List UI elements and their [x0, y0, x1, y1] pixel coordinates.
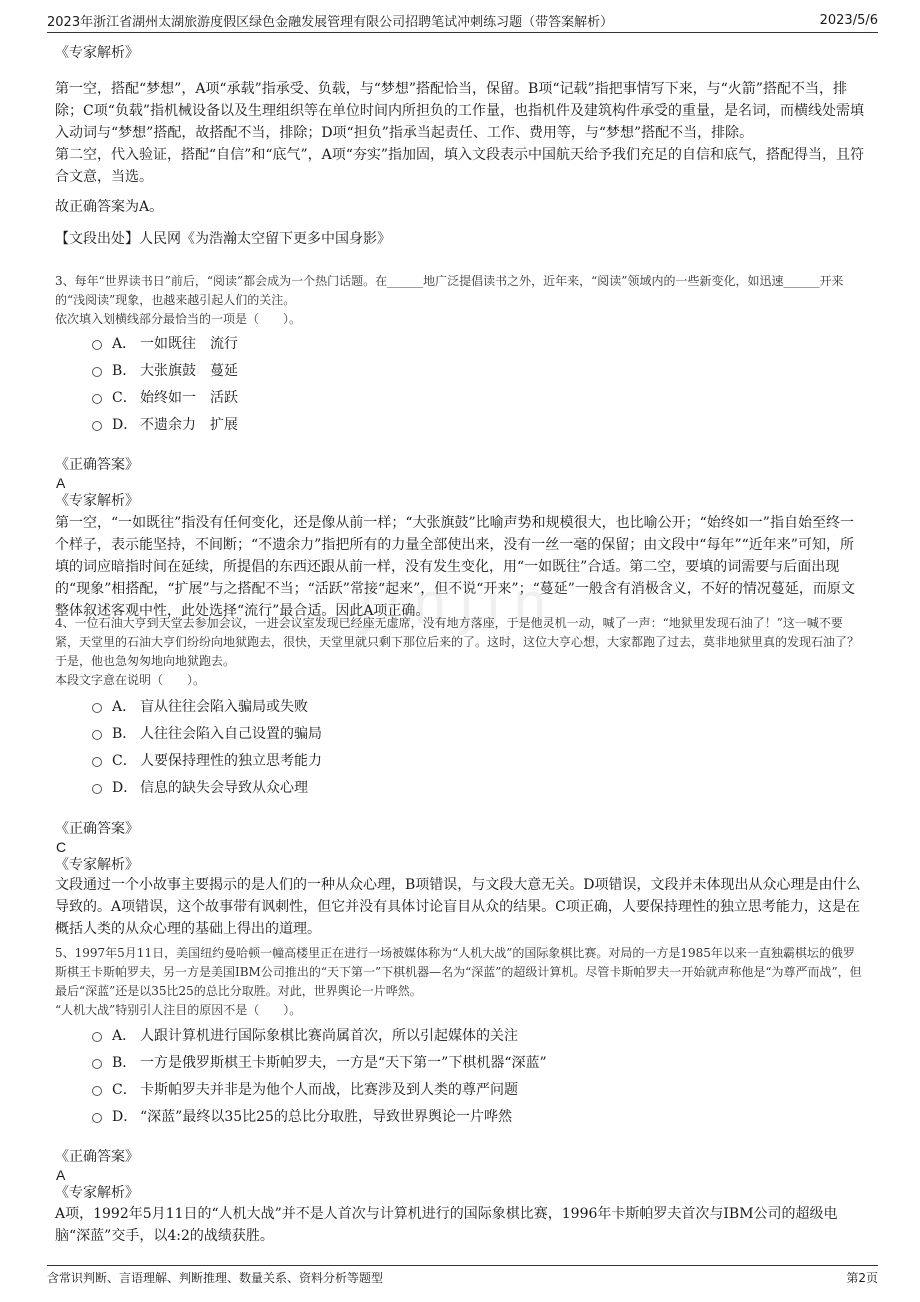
- analysis-tag: 《专家解析》: [55, 857, 139, 873]
- watermark: jinjin: [359, 571, 561, 636]
- question-4-answer: [55, 820, 865, 874]
- question-stem: 4、一位石油大亨到天堂去参加会议，一进会议室发现已经座无虚席，没有地方落座，于是他灵机一动，喊了一声：“地狱里发现石油了！”这一喊不要紧，天堂里的石油大亨们纷纷向地狱跑去，很快，天堂里就只剩下那位后来的了。这时，这位大亨心想，大家都跑了过去，莫非地狱里真的发现石油了？于是，他也急匆匆地向地狱跑去。: [55, 616, 860, 668]
- radio-icon[interactable]: [92, 421, 102, 431]
- radio-icon[interactable]: [92, 1113, 102, 1123]
- answer-value: A: [56, 475, 66, 491]
- q2-analysis: [55, 44, 865, 62]
- radio-icon[interactable]: [92, 1086, 102, 1096]
- radio-icon[interactable]: [92, 757, 102, 767]
- page-header: [47, 8, 878, 33]
- question-5: [55, 944, 865, 1020]
- option-b[interactable]: B． 人往往会陷入自己设置的骗局: [92, 719, 792, 746]
- radio-icon[interactable]: [92, 394, 102, 404]
- question-4-options: [92, 692, 792, 800]
- q2-analysis-para1: 第一空，搭配“梦想”，A项“承载”指承受、负载，与“梦想”搭配恰当，保留。B项“记载”指把事情写下来，与“火箭”搭配不当，排除；C项“负载”指机械设备以及生理组织等在单位时间内所担负的工作量，也指机件及建筑构件承受的重量，是名词，而横线处需填入动词与“梦想”搭配，故搭配不当，排除；D项“担负”指承当起责任、工作、费用等，与“梦想”搭配不当，排除。: [55, 81, 865, 141]
- radio-icon[interactable]: [92, 730, 102, 740]
- analysis-tag: 《专家解析》: [55, 493, 139, 509]
- analysis-tag: 《专家解析》: [55, 45, 139, 61]
- question-5-options: [92, 1021, 792, 1129]
- page-footer: [47, 1265, 878, 1288]
- question-prompt: “人机大战”特别引人注目的原因不是（ ）。: [55, 1003, 302, 1017]
- document-title: 2023年浙江省湖州太湖旅游度假区绿色金融发展管理有限公司招聘笔试冲刺练习题（带答案解析）: [47, 14, 614, 30]
- answer-value: C: [56, 839, 67, 855]
- question-5-answer: [55, 1148, 865, 1202]
- answer-tag: 《正确答案》: [55, 457, 139, 473]
- answer-tag: 《正确答案》: [55, 1149, 139, 1165]
- document-date: 2023/5/6: [819, 12, 878, 28]
- radio-icon[interactable]: [92, 1059, 102, 1069]
- question-5-analysis: A项，1992年5月11日的“人机大战”并不是人首次与计算机进行的国际象棋比赛，1996年卡斯帕罗夫首次与IBM公司的超级电脑“深蓝”交手，以4:2的战绩获胜。: [55, 1206, 838, 1244]
- question-4-analysis: 文段通过一个小故事主要揭示的是人们的一种从众心理，B项错误，与文段大意无关。D项错误，文段并未体现出从众心理是由什么导致的。A项错误，这个故事带有讽刺性，但它并没有具体讨论盲目从众的结果。C项正确，人要保持理性的独立思考能力，这是在概括人类的从众心理的基础上得出的道理。: [55, 877, 861, 937]
- question-4: [55, 614, 865, 690]
- option-a[interactable]: A． 人跟计算机进行国际象棋比赛尚属首次，所以引起媒体的关注: [92, 1021, 792, 1048]
- option-b[interactable]: B． 大张旗鼓 蔓延: [92, 356, 792, 383]
- analysis-tag: 《专家解析》: [55, 1185, 139, 1201]
- option-a[interactable]: A． 一如既往 流行: [92, 329, 792, 356]
- question-3: [55, 272, 865, 329]
- option-c[interactable]: C． 卡斯帕罗夫并非是为他个人而战，比赛涉及到人类的尊严问题: [92, 1075, 792, 1102]
- footer-note: 含常识判断、言语理解、判断推理、数量关系、资料分析等题型: [47, 1270, 384, 1285]
- option-b[interactable]: B． 一方是俄罗斯棋王卡斯帕罗夫，一方是“天下第一”下棋机器“深蓝”: [92, 1048, 792, 1075]
- answer-value: A: [56, 1167, 66, 1183]
- q2-conclusion: 故正确答案为A。: [55, 199, 164, 215]
- radio-icon[interactable]: [92, 367, 102, 377]
- radio-icon[interactable]: [92, 340, 102, 350]
- question-stem: 3、每年“世界读书日”前后，“阅读”都会成为一个热门话题。在______地广泛提倡读书之外，近年来，“阅读”领域内的一些新变化，如迅速______开来的“浅阅读”现象，也越来越引起人们的关注。: [55, 274, 844, 307]
- radio-icon[interactable]: [92, 703, 102, 713]
- answer-tag: 《正确答案》: [55, 821, 139, 837]
- option-d[interactable]: D． “深蓝”最终以35比25的总比分取胜，导致世界舆论一片哗然: [92, 1102, 792, 1129]
- option-c[interactable]: C． 人要保持理性的独立思考能力: [92, 746, 792, 773]
- question-3-analysis: 第一空，“一如既往”指没有任何变化，还是像从前一样；“大张旗鼓”比喻声势和规模很大，也比喻公开；“始终如一”指自始至终一个样子，表示能坚持，不间断；“不遗余力”指把所有的力量全部使出来，没有一丝一毫的保留；由文段中“每年”“近年来”可知，所填的词应暗指时间在延续，所提倡的东西还跟从前一样，没有发生变化，用“一如既往”合适。第二空，要填的词需要与后面出现的“现象”相搭配，“扩展”与之搭配不当；“活跃”常接“起来”，但不说“开来”；“蔓延”一般含有消极含义，不好的情况蔓延，而原文整体叙述客观中性，此处选择“流行”最合适。因此A项正确。: [55, 515, 855, 619]
- q2-analysis-para2: 第二空，代入验证，搭配“自信”和“底气”，A项“夯实”指加固，填入文段表示中国航天给予我们充足的自信和底气，搭配得当，且符合文意，当选。: [55, 147, 865, 185]
- question-prompt: 依次填入划横线部分最恰当的一项是（ ）。: [55, 312, 302, 326]
- option-d[interactable]: D． 不遗余力 扩展: [92, 410, 792, 437]
- page-number: 第2页: [846, 1270, 878, 1285]
- option-a[interactable]: A． 盲从往往会陷入骗局或失败: [92, 692, 792, 719]
- question-stem: 5、1997年5月11日，美国纽约曼哈顿一幢高楼里正在进行一场被媒体称为“人机大战”的国际象棋比赛。对局的一方是1985年以来一直独霸棋坛的俄罗斯棋王卡斯帕罗夫，另一方是美国IBM公司推出的“天下第一”下棋机器—名为“深蓝”的超级计算机。尽管卡斯帕罗夫一开始就声称他是“为尊严而战”，但最后“深蓝”还是以35比25的总比分取胜。对此，世界舆论一片哗然。: [55, 946, 862, 998]
- radio-icon[interactable]: [92, 1032, 102, 1042]
- q2-source: 【文段出处】人民网《为浩瀚太空留下更多中国身影》: [55, 231, 391, 247]
- option-d[interactable]: D． 信息的缺失会导致从众心理: [92, 773, 792, 800]
- question-3-answer: [55, 456, 865, 510]
- question-3-options: [92, 329, 792, 437]
- question-prompt: 本段文字意在说明（ ）。: [55, 673, 206, 687]
- option-c[interactable]: C． 始终如一 活跃: [92, 383, 792, 410]
- radio-icon[interactable]: [92, 784, 102, 794]
